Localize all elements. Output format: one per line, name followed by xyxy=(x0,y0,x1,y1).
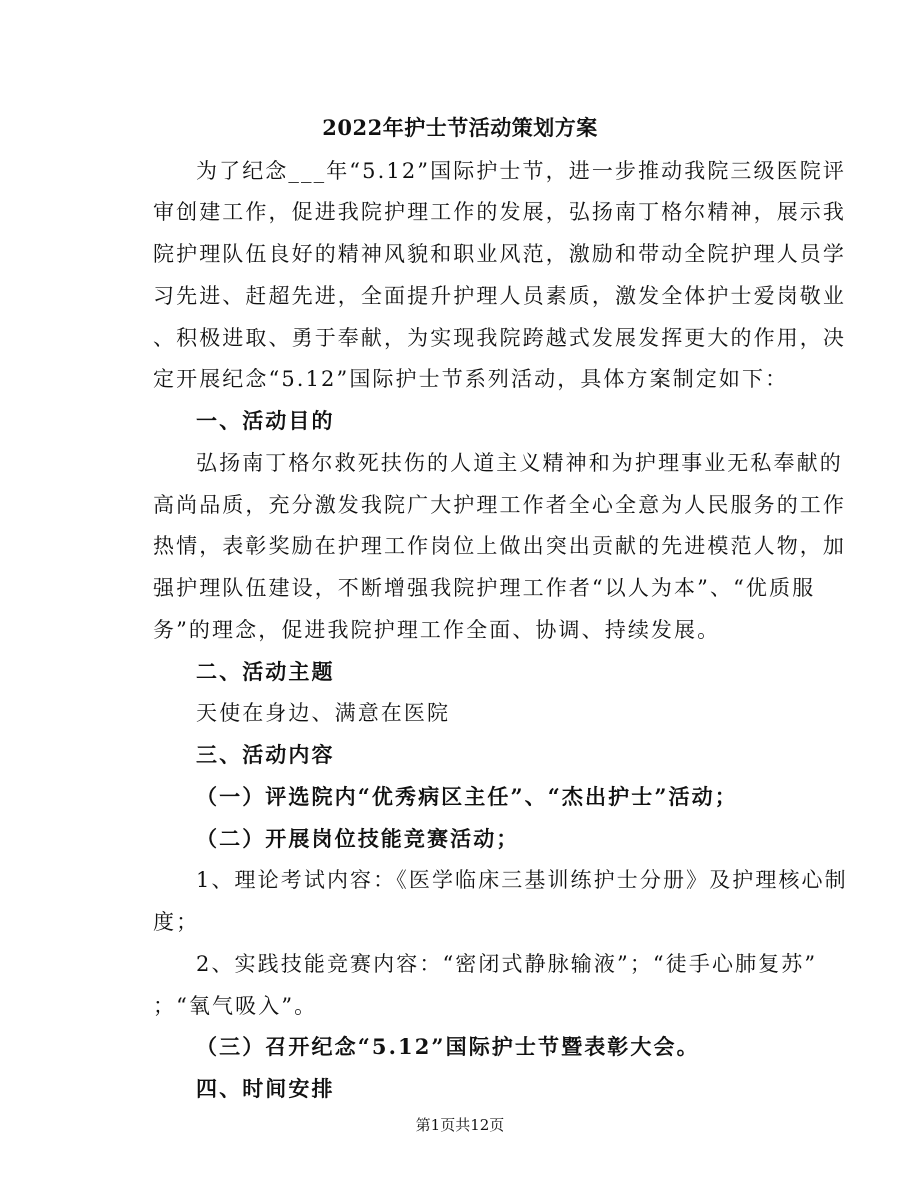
section-heading: 四、时间安排 xyxy=(196,1076,335,1101)
body-line: 弘扬南丁格尔救死扶伤的人道主义精神和为护理事业无私奉献的 xyxy=(196,451,843,475)
body-line: 强护理队伍建设，不断增强我院护理工作者“以人为本”、“优质服 xyxy=(153,576,816,600)
intro-line: 审创建工作，促进我院护理工作的发展，弘扬南丁格尔精神，展示我 xyxy=(153,200,846,224)
body-line: 2、实践技能竞赛内容：“密闭式静脉输液”；“徒手心肺复苏” xyxy=(196,952,818,976)
list-item: （一）评选院内“优秀病区主任”、“杰出护士”活动； xyxy=(196,784,738,809)
body-line: 务”的理念，促进我院护理工作全面、协调、持续发展。 xyxy=(153,618,721,642)
list-item: （二）开展岗位技能竞赛活动； xyxy=(196,826,520,851)
list-item: （三）召开纪念“5.12”国际护士节暨表彰大会。 xyxy=(196,1034,700,1059)
body-line: 1、理论考试内容：《医学临床三基训练护士分册》及护理核心制 xyxy=(196,868,848,892)
intro-line: 定开展纪念“5.12”国际护士节系列活动，具体方案制定如下： xyxy=(153,367,789,391)
intro-line: 为了纪念___年“5.12”国际护士节，进一步推动我院三级医院评 xyxy=(196,159,846,183)
intro-line: 习先进、赶超先进，全面提升护理人员素质，激发全体护士爱岗敬业 xyxy=(153,284,846,308)
intro-line: 、积极进取、勇于奉献，为实现我院跨越式发展发挥更大的作用，决 xyxy=(153,326,846,350)
document-title: 2022年护士节活动策划方案 xyxy=(322,115,598,140)
section-heading: 一、活动目的 xyxy=(196,408,335,433)
body-line: 天使在身边、满意在医院 xyxy=(196,701,451,725)
body-line: ；“氧气吸入”。 xyxy=(153,994,318,1018)
body-line: 度； xyxy=(153,910,200,934)
body-line: 高尚品质，充分激发我院广大护理工作者全心全意为人民服务的工作 xyxy=(153,493,846,517)
section-heading: 三、活动内容 xyxy=(196,742,335,767)
page-number: 第1页共12页 xyxy=(415,1116,505,1134)
body-line: 热情，表彰奖励在护理工作岗位上做出突出贡献的先进模范人物，加 xyxy=(153,534,846,558)
section-heading: 二、活动主题 xyxy=(196,659,335,684)
intro-line: 院护理队伍良好的精神风貌和职业风范，激励和带动全院护理人员学 xyxy=(153,242,846,266)
